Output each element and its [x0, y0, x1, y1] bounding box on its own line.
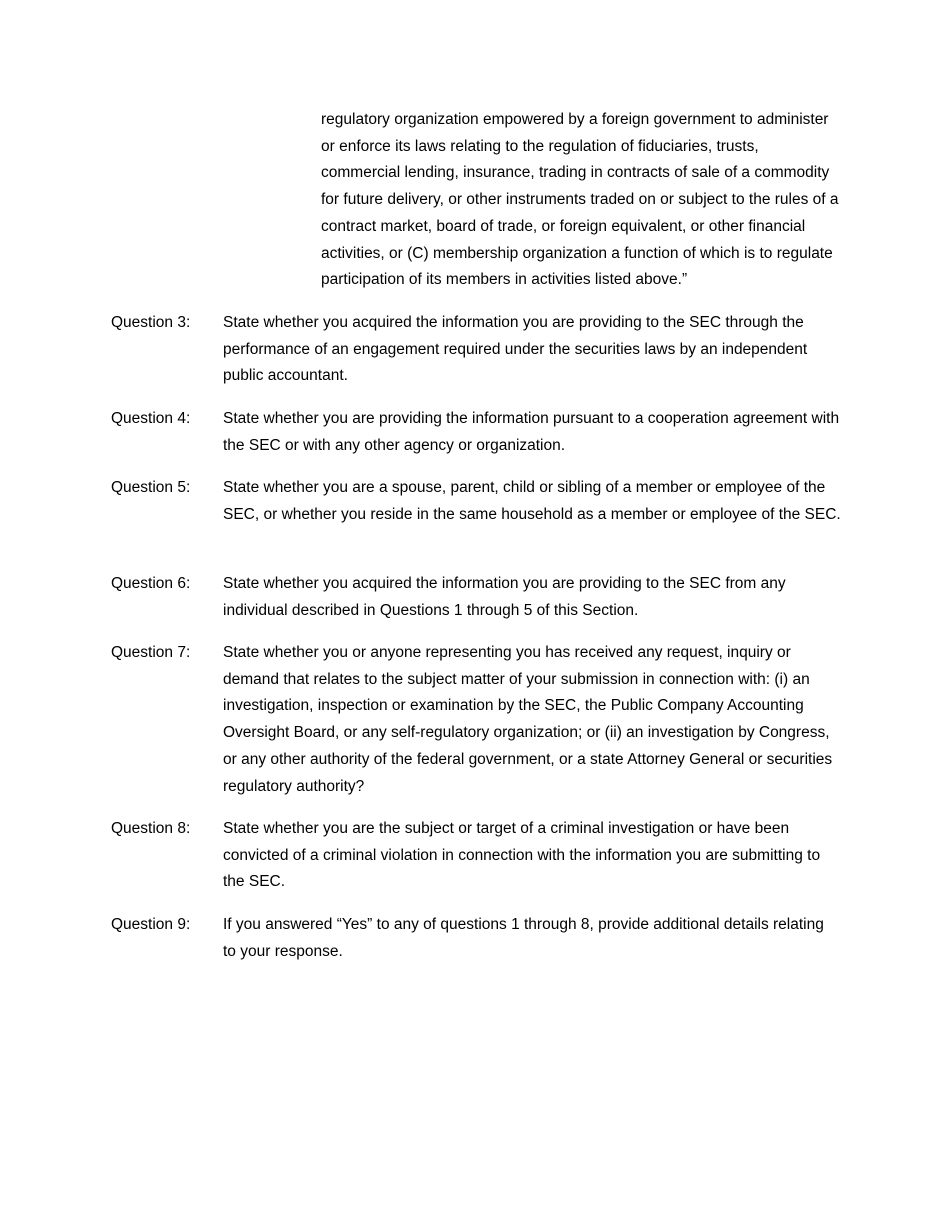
question-label: Question 4:: [111, 410, 191, 427]
question-5: [111, 475, 841, 528]
question-text: State whether you acquired the information you are providing to the SEC from any individual described in Questions 1 through 5 of this Section.: [223, 575, 786, 619]
question-9: [111, 912, 841, 965]
question-8: [111, 816, 841, 896]
question-text: State whether you or anyone representing you has received any request, inquiry or demand that relates to the subject matter of your submission in connection with: (i) an investigation, inspection or examination by the SEC, the Public Company Accounting Oversight Board, or any self-regulatory organization; or (ii) an investigation by Congress, or any other authority of the federal government, or a state Attorney General or securities regulatory authority?: [223, 644, 833, 795]
question-label: Question 3:: [111, 314, 191, 331]
question-label: Question 8:: [111, 820, 191, 837]
question-3: [111, 310, 841, 390]
question-label: Question 9:: [111, 916, 191, 933]
question-text: State whether you are a spouse, parent, child or sibling of a member or employee of the SEC, or whether you reside in the same household as a member or employee of the SEC.: [223, 479, 841, 523]
question-6: [111, 571, 841, 624]
question-4: [111, 406, 841, 459]
question-7: [111, 640, 841, 800]
question-text: State whether you acquired the information you are providing to the SEC through the performance of an engagement required under the securities laws by an independent public accountant.: [223, 314, 808, 385]
question-text: State whether you are the subject or target of a criminal investigation or have been convicted of a criminal violation in connection with the information you are submitting to the SEC.: [223, 820, 821, 891]
question-text: If you answered “Yes” to any of questions 1 through 8, provide additional details relating to your response.: [223, 916, 824, 960]
quoted-definition-continuation: regulatory organization empowered by a foreign government to administer or enforce its laws relating to the regulation of fiduciaries, trusts, commercial lending, insurance, trading in contracts of sale of a commodity for future delivery, or other instruments traded on or subject to the rules of a contract market, board of trade, or foreign equivalent, or other financial activities, or (C) membership organization a function of which is to regulate participation of its members in activities listed above.”: [321, 111, 839, 289]
question-label: Question 7:: [111, 644, 191, 661]
question-label: Question 5:: [111, 479, 191, 496]
question-label: Question 6:: [111, 575, 191, 592]
question-text: State whether you are providing the information pursuant to a cooperation agreement with the SEC or with any other agency or organization.: [223, 410, 840, 454]
